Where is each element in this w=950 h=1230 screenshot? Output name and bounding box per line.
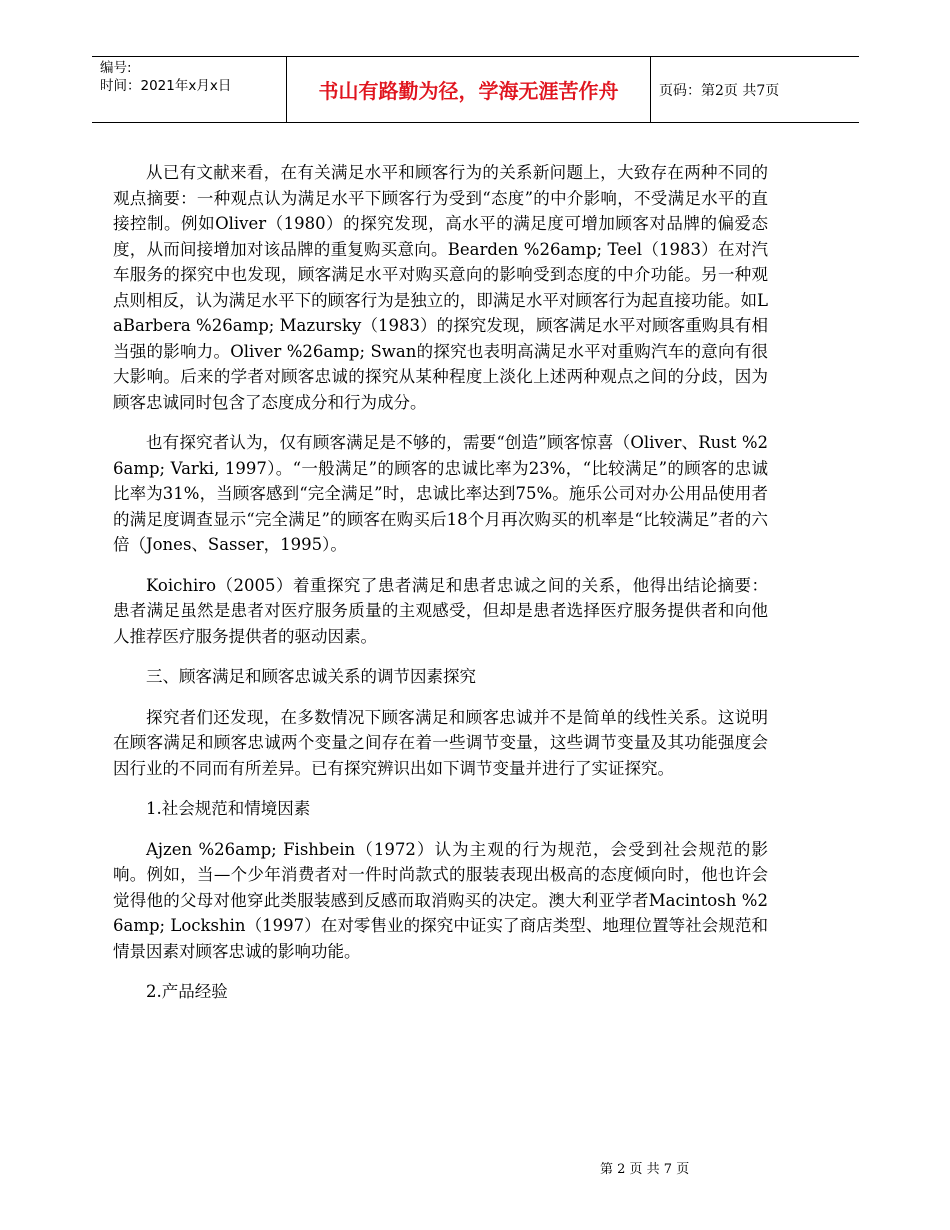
time-label: 时间：2021年x月x日 [100, 78, 232, 94]
page-footer: 第 2 页 共 7 页 [600, 1162, 690, 1177]
header-meta [100, 59, 286, 95]
document-body [113, 160, 768, 1020]
number-label: 编号: [100, 60, 132, 76]
page-header [92, 56, 859, 123]
paragraph: Koichiro（2005）着重探究了患者满足和患者忠诚之间的关系，他得出结论摘要：患者满足虽然是患者对医疗服务质量的主观感受，但却是患者选择医疗服务提供者和向他人推荐医疗服务提供者的驱动因素。 [113, 575, 768, 646]
header-motto: 书山有路勤为径，学海无涯苦作舟 [318, 79, 619, 103]
header-page-info: 页码：第2页 共7页 [659, 82, 780, 99]
paragraph: 从已有文献来看，在有关满足水平和顾客行为的关系新问题上，大致存在两种不同的观点摘要：一种观点认为满足水平下顾客行为受到“态度”的中介影响，不受满足水平的直接控制。例如Oliver（1980）的探究发现，高水平的满足度可增加顾客对品牌的偏爱态度，从而间接增加对该品牌的重复购买意向。Bearden %26amp; Teel（1983）在对汽车服务的探究中也发现，顾客满足水平对购买意向的影响受到态度的中介功能。另一种观点则相反，认为满足水平下的顾客行为是独立的，即满足水平对顾客行为起直接功能。如LaBarbera %26amp; Mazursky（1983）的探究发现，顾客满足水平对顾客重购具有相当强的影响力。Oliver %26amp; Swan的探究也表明高满足水平对重购汽车的意向有很大影响。后来的学者对顾客忠诚的探究从某种程度上淡化上述两种观点之间的分歧，因为顾客忠诚同时包含了态度成分和行为成分。 [113, 163, 768, 412]
subsection-heading: 1.社会规范和情境因素 [146, 799, 311, 818]
paragraph: 也有探究者认为，仅有顾客满足是不够的，需要“创造”顾客惊喜（Oliver、Rust %26amp; Varki, 1997）。“一般满足”的顾客的忠诚比率为23%，“比较满足”的顾客的忠诚比率为31%，当顾客感到“完全满足”时，忠诚比率达到75%。施乐公司对办公用品使用者的满足度调查显示“完全满足”的顾客在购买后18个月再次购买的机率是“比较满足”者的六倍（Jones、Sasser，1995）。 [113, 433, 768, 554]
paragraph: 探究者们还发现，在多数情况下顾客满足和顾客忠诚并不是简单的线性关系。这说明在顾客满足和顾客忠诚两个变量之间存在着一些调节变量，这些调节变量及其功能强度会因行业的不同而有所差异。已有探究辨识出如下调节变量并进行了实证探究。 [113, 707, 768, 778]
section-heading: 三、顾客满足和顾客忠诚关系的调节因素探究 [146, 667, 476, 686]
paragraph: Ajzen %26amp; Fishbein（1972）认为主观的行为规范，会受到社会规范的影响。例如，当—个少年消费者对一件时尚款式的服装表现出极高的态度倾向时，他也许会觉得他的父母对他穿此类服装感到反感而取消购买的决定。澳大利亚学者Macintosh %26amp; Lockshin（1997）在对零售业的探究中证实了商店类型、地理位置等社会规范和情景因素对顾客忠诚的影响功能。 [113, 839, 768, 961]
subsection-heading: 2.产品经验 [146, 982, 228, 1001]
